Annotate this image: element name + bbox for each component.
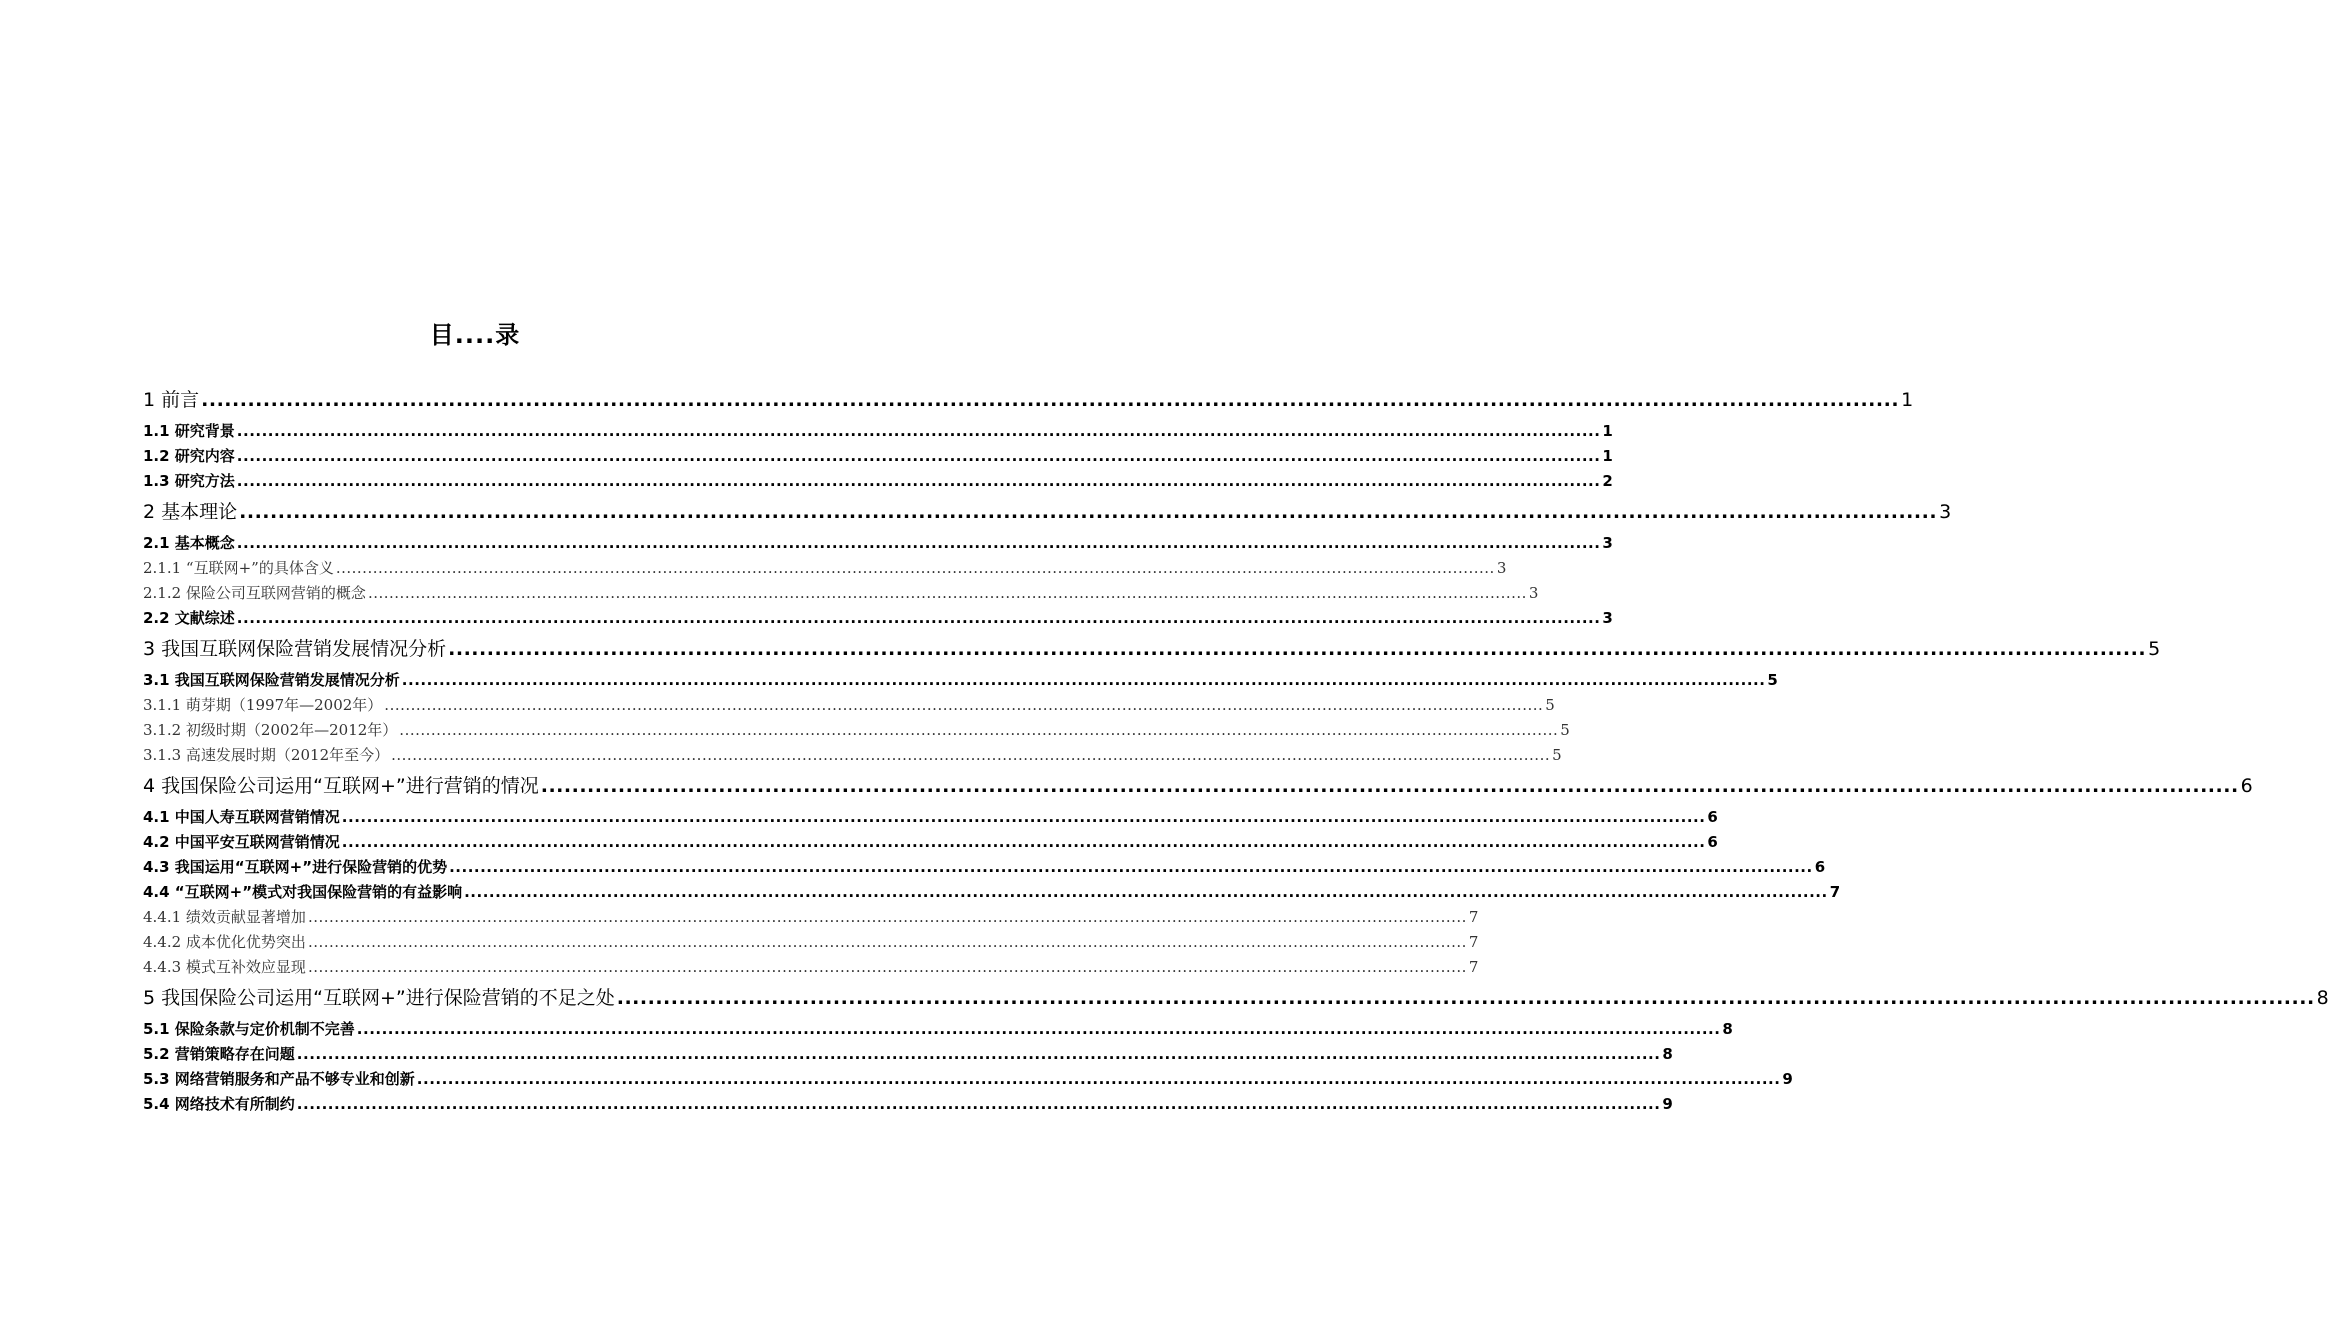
toc-entry-page-number: 3 (1496, 559, 1507, 577)
toc-entry-level-2[interactable] (143, 1017, 1733, 1042)
dot-leader: ............................................................................................................................................................................................................................ (335, 559, 1495, 577)
table-of-contents (143, 382, 2329, 1117)
toc-entry-page-number: 1 (1602, 422, 1613, 440)
toc-entry-page-number: 7 (1468, 908, 1479, 926)
toc-entry-level-3[interactable] (143, 693, 1555, 718)
toc-entry-page-number: 7 (1468, 958, 1479, 976)
toc-entry-label: 4.2 中国平安互联网营销情况 (143, 833, 340, 851)
dot-leader: ............................................................................................................................................................................................................................ (201, 389, 1900, 411)
dot-leader: ............................................................................................................................................................................................................................ (367, 584, 1527, 602)
dot-leader: ............................................................................................................................................................................................................................ (296, 1045, 1661, 1063)
toc-entry-page-number: 3 (1602, 534, 1613, 552)
toc-entry-label: 5.4 网络技术有所制约 (143, 1095, 295, 1113)
dot-leader: ............................................................................................................................................................................................................................ (341, 833, 1706, 851)
toc-entry-page-number: 9 (1782, 1070, 1793, 1088)
dot-leader: ............................................................................................................................................................................................................................ (307, 958, 1467, 976)
toc-entry-page-number: 5 (1552, 746, 1562, 764)
toc-entry-page-number: 2 (1602, 472, 1613, 490)
toc-entry-label: 1.1 研究背景 (143, 422, 235, 440)
toc-entry-level-2[interactable] (143, 531, 1613, 556)
toc-entry-label: 4.1 中国人寿互联网营销情况 (143, 808, 340, 826)
dot-leader: ............................................................................................................................................................................................................................ (307, 908, 1467, 926)
dot-leader: ............................................................................................................................................................................................................................ (296, 1095, 1661, 1113)
toc-entry-page-number: 5 (1560, 721, 1570, 739)
toc-entry-label: 5.1 保险条款与定价机制不完善 (143, 1020, 355, 1038)
toc-entry-label: 2.1.2 保险公司互联网营销的概念 (143, 584, 366, 602)
toc-entry-page-number: 6 (2240, 775, 2253, 797)
toc-entry-page-number: 8 (1662, 1045, 1673, 1063)
toc-entry-page-number: 6 (1707, 833, 1718, 851)
toc-entry-label: 1.3 研究方法 (143, 472, 235, 490)
toc-entry-level-2[interactable] (143, 1042, 1673, 1067)
toc-entry-level-2[interactable] (143, 1092, 1673, 1117)
toc-entry-level-3[interactable] (143, 905, 1479, 930)
toc-entry-page-number: 5 (1545, 696, 1555, 714)
toc-entry-page-number: 3 (1528, 584, 1539, 602)
toc-entry-level-2[interactable] (143, 1067, 1793, 1092)
toc-entry-level-2[interactable] (143, 855, 1826, 880)
toc-entry-page-number: 7 (1829, 883, 1841, 901)
dot-leader: ............................................................................................................................................................................................................................ (464, 883, 1828, 901)
toc-entry-label: 5.3 网络营销服务和产品不够专业和创新 (143, 1070, 415, 1088)
toc-entry-level-2[interactable] (143, 805, 1718, 830)
toc-entry-page-number: 3 (1939, 501, 1952, 523)
dot-leader: ............................................................................................................................................................................................................................ (416, 1070, 1781, 1088)
toc-entry-label: 4 我国保险公司运用“互联网+”进行营销的情况 (143, 775, 539, 797)
toc-entry-level-1[interactable] (143, 382, 1914, 419)
toc-entry-label: 4.4.1 绩效贡献显著增加 (143, 908, 306, 926)
toc-entry-page-number: 5 (2148, 638, 2161, 660)
dot-leader: ............................................................................................................................................................................................................................ (307, 933, 1467, 951)
toc-entry-level-2[interactable] (143, 469, 1613, 494)
dot-leader: ............................................................................................................................................................................................................................ (384, 696, 1544, 714)
toc-entry-level-2[interactable] (143, 830, 1718, 855)
toc-entry-page-number: 1 (1901, 389, 1914, 411)
dot-leader: ............................................................................................................................................................................................................................ (356, 1020, 1721, 1038)
dot-leader: ............................................................................................................................................................................................................................ (399, 721, 1559, 739)
page-title: 目....录 (429, 321, 521, 349)
toc-entry-label: 2.1.1 “互联网+”的具体含义 (143, 559, 334, 577)
dot-leader: ............................................................................................................................................................................................................................ (236, 422, 1601, 440)
toc-entry-page-number: 8 (2316, 987, 2329, 1009)
toc-entry-level-2[interactable] (143, 606, 1613, 631)
dot-leader: ............................................................................................................................................................................................................................ (236, 447, 1601, 465)
dot-leader: ............................................................................................................................................................................................................................ (401, 671, 1766, 689)
toc-entry-label: 3.1 我国互联网保险营销发展情况分析 (143, 671, 400, 689)
toc-entry-page-number: 1 (1602, 447, 1613, 465)
toc-entry-page-number: 6 (1814, 858, 1826, 876)
toc-entry-level-3[interactable] (143, 743, 1562, 768)
toc-entry-level-3[interactable] (143, 955, 1479, 980)
dot-leader: ............................................................................................................................................................................................................................ (341, 808, 1706, 826)
toc-entry-page-number: 7 (1468, 933, 1479, 951)
toc-entry-label: 2 基本理论 (143, 501, 238, 523)
dot-leader: ............................................................................................................................................................................................................................ (616, 987, 2315, 1009)
dot-leader: ............................................................................................................................................................................................................................ (236, 609, 1601, 627)
toc-entry-label: 1.2 研究内容 (143, 447, 235, 465)
dot-leader: ............................................................................................................................................................................................................................ (391, 746, 1551, 764)
toc-entry-label: 4.4.2 成本优化优势突出 (143, 933, 306, 951)
toc-entry-level-2[interactable] (143, 419, 1613, 444)
toc-entry-label: 3.1.2 初级时期（2002年—2012年） (143, 721, 398, 739)
toc-entry-page-number: 9 (1662, 1095, 1673, 1113)
toc-entry-level-2[interactable] (143, 444, 1613, 469)
toc-entry-level-2[interactable] (143, 668, 1778, 693)
dot-leader: ............................................................................................................................................................................................................................ (449, 858, 1813, 876)
toc-entry-level-3[interactable] (143, 581, 1539, 606)
toc-entry-page-number: 6 (1707, 808, 1718, 826)
toc-entry-page-number: 3 (1602, 609, 1613, 627)
toc-entry-page-number: 5 (1767, 671, 1778, 689)
toc-entry-label: 4.4.3 模式互补效应显现 (143, 958, 306, 976)
toc-entry-level-1[interactable] (143, 768, 2253, 805)
toc-entry-label: 4.3 我国运用“互联网+”进行保险营销的优势 (143, 858, 448, 876)
toc-entry-level-1[interactable] (143, 494, 1952, 531)
toc-entry-label: 1 前言 (143, 389, 200, 411)
toc-entry-label: 2.2 文献综述 (143, 609, 235, 627)
toc-entry-level-3[interactable] (143, 718, 1570, 743)
toc-entry-label: 5.2 营销策略存在问题 (143, 1045, 295, 1063)
dot-leader: ............................................................................................................................................................................................................................ (540, 775, 2239, 797)
toc-entry-page-number: 8 (1722, 1020, 1733, 1038)
toc-entry-label: 5 我国保险公司运用“互联网+”进行保险营销的不足之处 (143, 987, 615, 1009)
dot-leader: ............................................................................................................................................................................................................................ (448, 638, 2147, 660)
toc-entry-label: 3 我国互联网保险营销发展情况分析 (143, 638, 447, 660)
dot-leader: ............................................................................................................................................................................................................................ (236, 472, 1601, 490)
toc-entry-label: 3.1.3 高速发展时期（2012年至今） (143, 746, 390, 764)
toc-entry-label: 3.1.1 萌芽期（1997年—2002年） (143, 696, 383, 714)
toc-entry-level-3[interactable] (143, 930, 1479, 955)
toc-entry-level-1[interactable] (143, 980, 2329, 1017)
toc-entry-level-2[interactable] (143, 880, 1841, 905)
toc-entry-label: 2.1 基本概念 (143, 534, 235, 552)
toc-entry-level-3[interactable] (143, 556, 1507, 581)
dot-leader: ............................................................................................................................................................................................................................ (236, 534, 1601, 552)
dot-leader: ............................................................................................................................................................................................................................ (239, 501, 1938, 523)
toc-entry-level-1[interactable] (143, 631, 2161, 668)
toc-entry-label: 4.4 “互联网+”模式对我国保险营销的有益影响 (143, 883, 463, 901)
